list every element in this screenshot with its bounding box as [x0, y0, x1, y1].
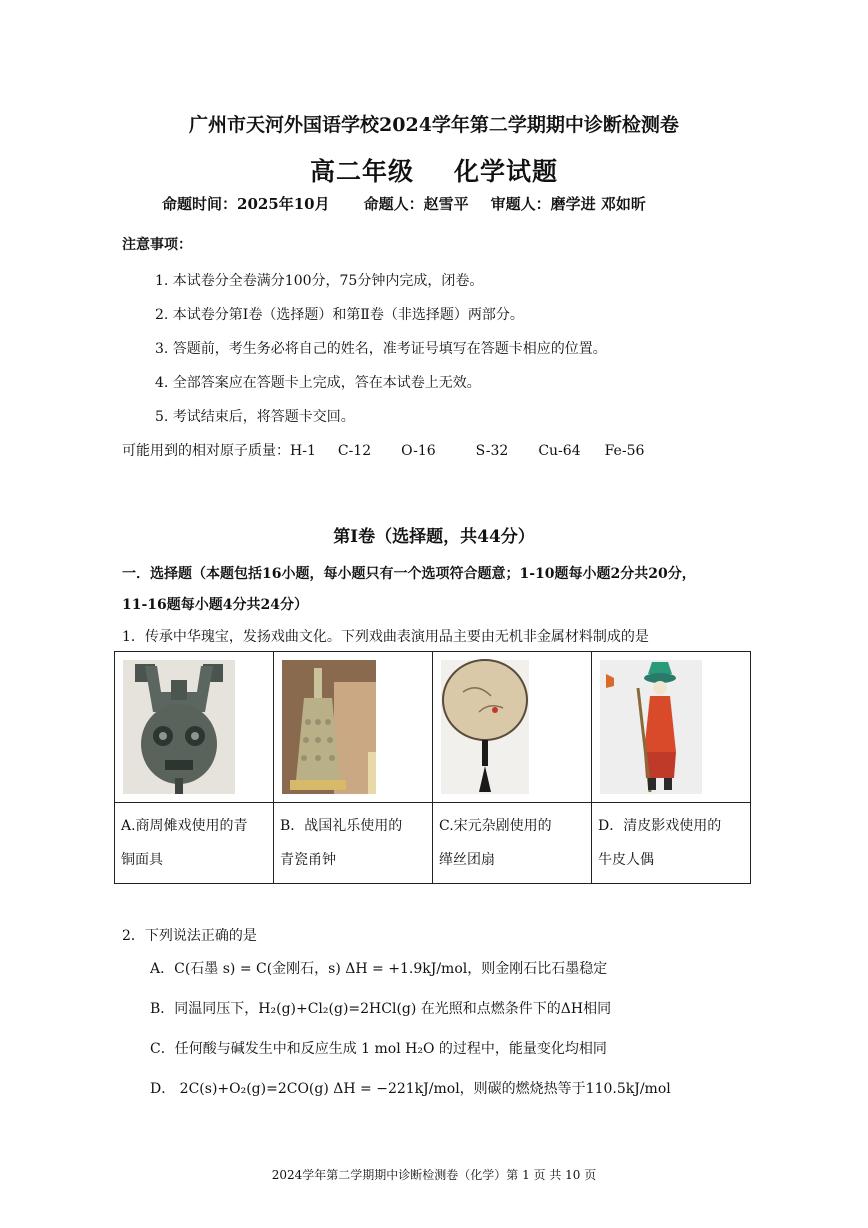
atomic-mass-item: C-12 [337, 443, 372, 459]
question-2-option-c: C．任何酸与碱发生中和反应生成 1 mol H₂O 的过程中，能量变化均相同 [150, 1041, 607, 1057]
silk-fan-image [433, 652, 581, 802]
option-a-line2: 铜面具 [121, 852, 163, 868]
option-a-line1: A.商周傩戏使用的青 [121, 818, 248, 834]
option-a-text [115, 803, 274, 884]
option-d-line1: D．清皮影戏使用的 [598, 818, 722, 834]
section-title: 第Ⅰ卷（选择题，共44分） [333, 527, 535, 547]
atomic-mass-item: S-32 [475, 443, 509, 459]
atomic-mass-item: O-16 [401, 443, 436, 459]
atomic-mass-label: 可能用到的相对原子质量：H-1 [122, 443, 316, 459]
bronze-mask-image [115, 652, 273, 802]
exam-author: 命题人：赵雪平 [363, 195, 469, 213]
exam-meta [162, 193, 646, 214]
exam-time: 命题时间：2025年10月 [162, 195, 330, 213]
exam-reviewer: 审题人：磨学进 邓如昕 [490, 195, 646, 213]
question-1-stem: 1．传承中华瑰宝，发扬戏曲文化。下列戏曲表演用品主要由无机非金属材料制成的是 [122, 629, 649, 645]
atomic-mass-item: Cu-64 [538, 443, 581, 459]
option-d-image-cell [592, 652, 751, 803]
section-instructions: 11-16题每小题4分共24分） [122, 597, 308, 613]
option-c-text [433, 803, 592, 884]
option-b-line2: 青瓷甬钟 [280, 852, 336, 868]
celadon-bell-image [274, 652, 422, 802]
note-item: 4. 全部答案应在答题卡上完成，答在本试卷上无效。 [155, 375, 481, 391]
option-d-line2: 牛皮人偶 [598, 852, 654, 868]
option-c-line1: C.宋元杂剧使用的 [439, 818, 552, 834]
option-d-text [592, 803, 751, 884]
exam-title [0, 152, 868, 188]
atomic-mass-line [122, 440, 644, 460]
option-b-line1: B．战国礼乐使用的 [280, 818, 403, 834]
shadow-puppet-image [592, 652, 750, 802]
option-b-image-cell [274, 652, 433, 803]
atomic-mass-item: Fe-56 [604, 443, 645, 459]
option-a-image-cell [115, 652, 274, 803]
grade-label: 高二年级 [309, 157, 414, 186]
note-item: 2. 本试卷分第Ⅰ卷（选择题）和第Ⅱ卷（非选择题）两部分。 [155, 307, 524, 323]
page-footer: 2024学年第二学期期中诊断检测卷（化学）第 1 页 共 10 页 [271, 1168, 597, 1182]
option-c-image-cell [433, 652, 592, 803]
notes-title: 注意事项： [122, 237, 192, 253]
note-item: 3. 答题前，考生务必将自己的姓名，准考证号填写在答题卡相应的位置。 [155, 341, 607, 357]
note-item: 5. 考试结束后，将答题卡交回。 [155, 409, 355, 425]
question-2-option-b: B．同温同压下，H₂(g)+Cl₂(g)=2HCl(g) 在光照和点燃条件下的ΔH相同 [150, 1001, 612, 1017]
subject-label: 化学试题 [454, 157, 559, 186]
question-2-option-d: D． 2C(s)+O₂(g)=2CO(g) ΔH = −221kJ/mol，则碳的燃烧热等于110.5kJ/mol [150, 1081, 671, 1097]
question-2-option-a: A．C(石墨 s) = C(金刚石，s) ΔH = +1.9kJ/mol，则金刚石比石墨稳定 [150, 961, 608, 977]
option-b-text [274, 803, 433, 884]
question-2-stem: 2．下列说法正确的是 [122, 928, 257, 944]
option-c-line2: 缂丝团扇 [439, 852, 495, 868]
school-title: 广州市天河外国语学校2024学年第二学期期中诊断检测卷 [189, 114, 679, 136]
question-1-table [114, 651, 751, 884]
section-instructions: 一．选择题（本题包括16小题，每小题只有一个选项符合题意；1-10题每小题2分共20分， [122, 566, 696, 582]
note-item: 1. 本试卷分全卷满分100分，75分钟内完成，闭卷。 [155, 273, 484, 289]
